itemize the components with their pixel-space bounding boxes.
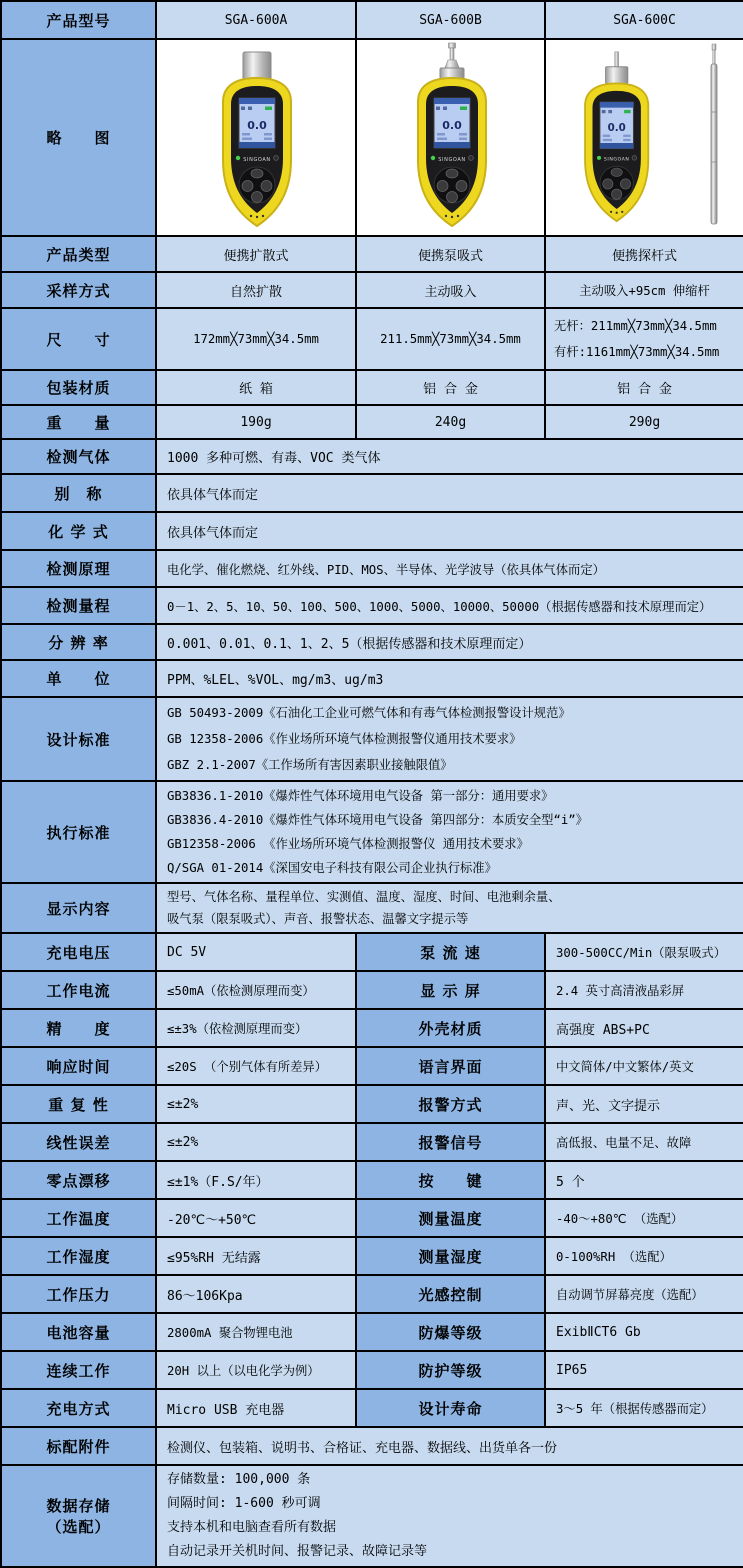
cell-value: 190g bbox=[156, 405, 356, 439]
row-label: 防爆等级 bbox=[356, 1313, 545, 1351]
row-label: 重 复 性 bbox=[1, 1085, 156, 1123]
cell-value: 高强度 ABS+PC bbox=[545, 1009, 743, 1047]
storage-line: 间隔时间: 1-600 秒可调 bbox=[167, 1496, 321, 1511]
cell-value: 3～5 年（根据传感器而定） bbox=[545, 1389, 743, 1427]
cell-value: 依具体气体而定 bbox=[156, 474, 743, 512]
row-label: 采样方式 bbox=[1, 272, 156, 308]
lcd-reading: 0.0 bbox=[441, 118, 462, 132]
row-working-temp-measure-temp bbox=[1, 1199, 743, 1237]
row-label: 光感控制 bbox=[356, 1275, 545, 1313]
row-packaging bbox=[1, 370, 743, 405]
row-label: 尺 寸 bbox=[1, 308, 156, 370]
row-display-content bbox=[1, 883, 743, 933]
standard-line: GB 50493-2009《石油化工企业可燃气体和有毒气体检测报警设计规范》 bbox=[167, 706, 571, 720]
row-execution-standards bbox=[1, 781, 743, 883]
row-working-humidity-measure-humidity bbox=[1, 1237, 743, 1275]
display-line: 型号、气体名称、量程单位、实测值、温度、湿度、时间、电池剩余量、 bbox=[167, 890, 561, 904]
row-label: 响应时间 bbox=[1, 1047, 156, 1085]
gas-detector-probe-illustration bbox=[552, 42, 738, 234]
row-label bbox=[1, 1465, 156, 1567]
cell-value: 86～106Kpa bbox=[156, 1275, 356, 1313]
sketch-row bbox=[1, 39, 743, 236]
row-label: 泵 流 速 bbox=[356, 933, 545, 971]
cell-value: 检测仪、包装箱、说明书、合格证、充电器、数据线、出货单各一份 bbox=[156, 1427, 743, 1465]
cell-value: 声、光、文字提示 bbox=[545, 1085, 743, 1123]
row-label: 电池容量 bbox=[1, 1313, 156, 1351]
cell-value: 0-100%RH （选配） bbox=[545, 1237, 743, 1275]
row-label: 按 键 bbox=[356, 1161, 545, 1199]
cell-value: 中文简体/中文繁体/英文 bbox=[545, 1047, 743, 1085]
cell-value: PPM、%LEL、%VOL、mg/m3、ug/m3 bbox=[156, 660, 743, 697]
brand-text: SINGOAN bbox=[437, 156, 466, 163]
row-charge-voltage-pump-flow bbox=[1, 933, 743, 971]
row-product-type bbox=[1, 236, 743, 272]
gas-detector-diffusion-illustration bbox=[181, 42, 331, 234]
cell-value: 主动吸入+95cm 伸缩杆 bbox=[545, 272, 743, 308]
model-name-sga-600b: SGA-600B bbox=[356, 1, 545, 39]
row-label: 产品类型 bbox=[1, 236, 156, 272]
standard-line: GB12358-2006 《作业场所环境气体检测报警仪 通用技术要求》 bbox=[167, 837, 529, 851]
cell-value: 自然扩散 bbox=[156, 272, 356, 308]
telescopic-rod-illustration bbox=[711, 44, 717, 224]
cell-value: 高低报、电量不足、故障 bbox=[545, 1123, 743, 1161]
power-led bbox=[596, 155, 600, 159]
cell-value: 172mm╳73mm╳34.5mm bbox=[156, 308, 356, 370]
row-label: 工作温度 bbox=[1, 1199, 156, 1237]
storage-line: 支持本机和电脑查看所有数据 bbox=[167, 1520, 337, 1535]
cell-value: 0－1、2、5、10、50、100、500、1000、5000、10000、50000（根据传感器和技术原理而定） bbox=[156, 587, 743, 624]
row-alias bbox=[1, 474, 743, 512]
lcd-reading: 0.0 bbox=[247, 118, 267, 132]
row-design-standards bbox=[1, 697, 743, 781]
cell-value: 自动调节屏幕亮度（选配） bbox=[545, 1275, 743, 1313]
row-continuous-work-ip-rating bbox=[1, 1351, 743, 1389]
row-label: 充电方式 bbox=[1, 1389, 156, 1427]
row-response-time-language bbox=[1, 1047, 743, 1085]
row-accuracy-shell bbox=[1, 1009, 743, 1047]
row-label: 防护等级 bbox=[356, 1351, 545, 1389]
row-label: 标配附件 bbox=[1, 1427, 156, 1465]
standard-line: GB3836.1-2010《爆炸性气体环境用电气设备 第一部分：通用要求》 bbox=[167, 789, 554, 803]
cell-value: -40～+80℃ （选配） bbox=[545, 1199, 743, 1237]
cell-value: IP65 bbox=[545, 1351, 743, 1389]
model-name-sga-600c: SGA-600C bbox=[545, 1, 743, 39]
standard-line: GBZ 2.1-2007《工作场所有害因素职业接触限值》 bbox=[167, 758, 453, 772]
row-label: 报警信号 bbox=[356, 1123, 545, 1161]
cell-value: 铝 合 金 bbox=[545, 370, 743, 405]
cell-value: ≤±2% bbox=[156, 1085, 356, 1123]
row-label: 单 位 bbox=[1, 660, 156, 697]
storage-label-line: （选配） bbox=[46, 1518, 111, 1536]
row-label: 语言界面 bbox=[356, 1047, 545, 1085]
row-linearity-alarm-signal bbox=[1, 1123, 743, 1161]
cell-value: 铝 合 金 bbox=[356, 370, 545, 405]
cell-value: 0.001、0.01、0.1、1、2、5（根据传感器和技术原理而定） bbox=[156, 624, 743, 660]
row-label: 分 辨 率 bbox=[1, 624, 156, 660]
row-pressure-light-sense bbox=[1, 1275, 743, 1313]
display-line: 吸气泵（限泵吸式）、声音、报警状态、温馨文字提示等 bbox=[167, 912, 469, 926]
cell-value: 依具体气体而定 bbox=[156, 512, 743, 550]
standard-line: GB3836.4-2010《爆炸性气体环境用电气设备 第四部分：本质安全型“i”》 bbox=[167, 813, 588, 827]
header-label-model: 产品型号 bbox=[1, 1, 156, 39]
power-led bbox=[430, 155, 434, 159]
cell-value: ≤±2% bbox=[156, 1123, 356, 1161]
product-photo-sga-600b bbox=[356, 39, 545, 236]
row-charging-method-design-life bbox=[1, 1389, 743, 1427]
row-label: 设计寿命 bbox=[356, 1389, 545, 1427]
row-label: 工作电流 bbox=[1, 971, 156, 1009]
row-label: 执行标准 bbox=[1, 781, 156, 883]
row-label: 线性误差 bbox=[1, 1123, 156, 1161]
cell-value: 2.4 英寸高清液晶彩屏 bbox=[545, 971, 743, 1009]
cell-value: ≤±1%（F.S/年） bbox=[156, 1161, 356, 1199]
brand-text: SINGOAN bbox=[243, 156, 271, 163]
product-photo-sga-600c bbox=[545, 39, 743, 236]
cell-value: Micro USB 充电器 bbox=[156, 1389, 356, 1427]
row-units bbox=[1, 660, 743, 697]
cell-value: 电化学、催化燃烧、红外线、PID、MOS、半导体、光学波导（依具体气体而定） bbox=[156, 550, 743, 587]
lcd-reading: 0.0 bbox=[607, 122, 626, 134]
row-label: 报警方式 bbox=[356, 1085, 545, 1123]
row-label: 显示内容 bbox=[1, 883, 156, 933]
row-dimensions bbox=[1, 308, 743, 370]
row-label: 化 学 式 bbox=[1, 512, 156, 550]
dimension-line: 有杆:1161mm╳73mm╳34.5mm bbox=[554, 345, 720, 359]
cell-value: 主动吸入 bbox=[356, 272, 545, 308]
row-label: 工作湿度 bbox=[1, 1237, 156, 1275]
product-photo-sga-600a bbox=[156, 39, 356, 236]
row-working-current-screen bbox=[1, 971, 743, 1009]
row-label: 测量湿度 bbox=[356, 1237, 545, 1275]
cell-value: 2800mA 聚合物锂电池 bbox=[156, 1313, 356, 1351]
cell-value: 211.5mm╳73mm╳34.5mm bbox=[356, 308, 545, 370]
row-weight bbox=[1, 405, 743, 439]
header-row bbox=[1, 1, 743, 39]
row-sampling bbox=[1, 272, 743, 308]
row-chemical-formula bbox=[1, 512, 743, 550]
cell-value: 300-500CC/Min（限泵吸式） bbox=[545, 933, 743, 971]
cell-value: 20H 以上（以电化学为例） bbox=[156, 1351, 356, 1389]
storage-label-line: 数据存储 bbox=[46, 1497, 111, 1515]
row-label: 充电电压 bbox=[1, 933, 156, 971]
row-repeatability-alarm-mode bbox=[1, 1085, 743, 1123]
gas-detector-pump-illustration bbox=[376, 42, 526, 234]
row-label: 连续工作 bbox=[1, 1351, 156, 1389]
row-label-sketch: 略 图 bbox=[1, 39, 156, 236]
storage-line: 存储数量: 100,000 条 bbox=[167, 1472, 311, 1487]
row-label: 精 度 bbox=[1, 1009, 156, 1047]
row-label: 显 示 屏 bbox=[356, 971, 545, 1009]
cell-value: ≤95%RH 无结露 bbox=[156, 1237, 356, 1275]
row-label: 设计标准 bbox=[1, 697, 156, 781]
row-detection-principle bbox=[1, 550, 743, 587]
row-label: 重 量 bbox=[1, 405, 156, 439]
cell-value: 5 个 bbox=[545, 1161, 743, 1199]
standard-line: GB 12358-2006《作业场所环境气体检测报警仪通用技术要求》 bbox=[167, 732, 522, 746]
cell-value bbox=[156, 697, 743, 781]
cell-value: ≤±3%（依检测原理而变） bbox=[156, 1009, 356, 1047]
row-zero-drift-buttons bbox=[1, 1161, 743, 1199]
cell-value: 纸 箱 bbox=[156, 370, 356, 405]
row-battery-explosion-proof bbox=[1, 1313, 743, 1351]
row-accessories bbox=[1, 1427, 743, 1465]
row-label: 测量温度 bbox=[356, 1199, 545, 1237]
row-label: 检测原理 bbox=[1, 550, 156, 587]
cell-value: 240g bbox=[356, 405, 545, 439]
storage-line: 自动记录开关机时间、报警记录、故障记录等 bbox=[167, 1544, 428, 1559]
cell-value: 1000 多种可燃、有毒、VOC 类气体 bbox=[156, 439, 743, 474]
model-name-sga-600a: SGA-600A bbox=[156, 1, 356, 39]
cell-value: DC 5V bbox=[156, 933, 356, 971]
cell-value: ≤50mA（依检测原理而变） bbox=[156, 971, 356, 1009]
standard-line: Q/SGA 01-2014《深国安电子科技有限公司企业执行标准》 bbox=[167, 861, 497, 875]
cell-value: 便携探杆式 bbox=[545, 236, 743, 272]
power-led bbox=[236, 155, 240, 159]
cell-value bbox=[545, 308, 743, 370]
row-label: 检测量程 bbox=[1, 587, 156, 624]
row-detected-gas bbox=[1, 439, 743, 474]
row-label: 检测气体 bbox=[1, 439, 156, 474]
brand-text: SINGOAN bbox=[603, 157, 629, 163]
row-label: 外壳材质 bbox=[356, 1009, 545, 1047]
cell-value bbox=[156, 1465, 743, 1567]
cell-value: ≤20S （个别气体有所差异） bbox=[156, 1047, 356, 1085]
row-label: 零点漂移 bbox=[1, 1161, 156, 1199]
cell-value: 便携扩散式 bbox=[156, 236, 356, 272]
row-label: 包装材质 bbox=[1, 370, 156, 405]
dimension-line: 无杆：211mm╳73mm╳34.5mm bbox=[554, 319, 717, 333]
cell-value: 290g bbox=[545, 405, 743, 439]
row-detection-range bbox=[1, 587, 743, 624]
cell-value: -20℃～+50℃ bbox=[156, 1199, 356, 1237]
cell-value: ExibⅡCT6 Gb bbox=[545, 1313, 743, 1351]
row-resolution bbox=[1, 624, 743, 660]
row-data-storage bbox=[1, 1465, 743, 1567]
cell-value bbox=[156, 883, 743, 933]
row-label: 别 称 bbox=[1, 474, 156, 512]
cell-value bbox=[156, 781, 743, 883]
cell-value: 便携泵吸式 bbox=[356, 236, 545, 272]
row-label: 工作压力 bbox=[1, 1275, 156, 1313]
